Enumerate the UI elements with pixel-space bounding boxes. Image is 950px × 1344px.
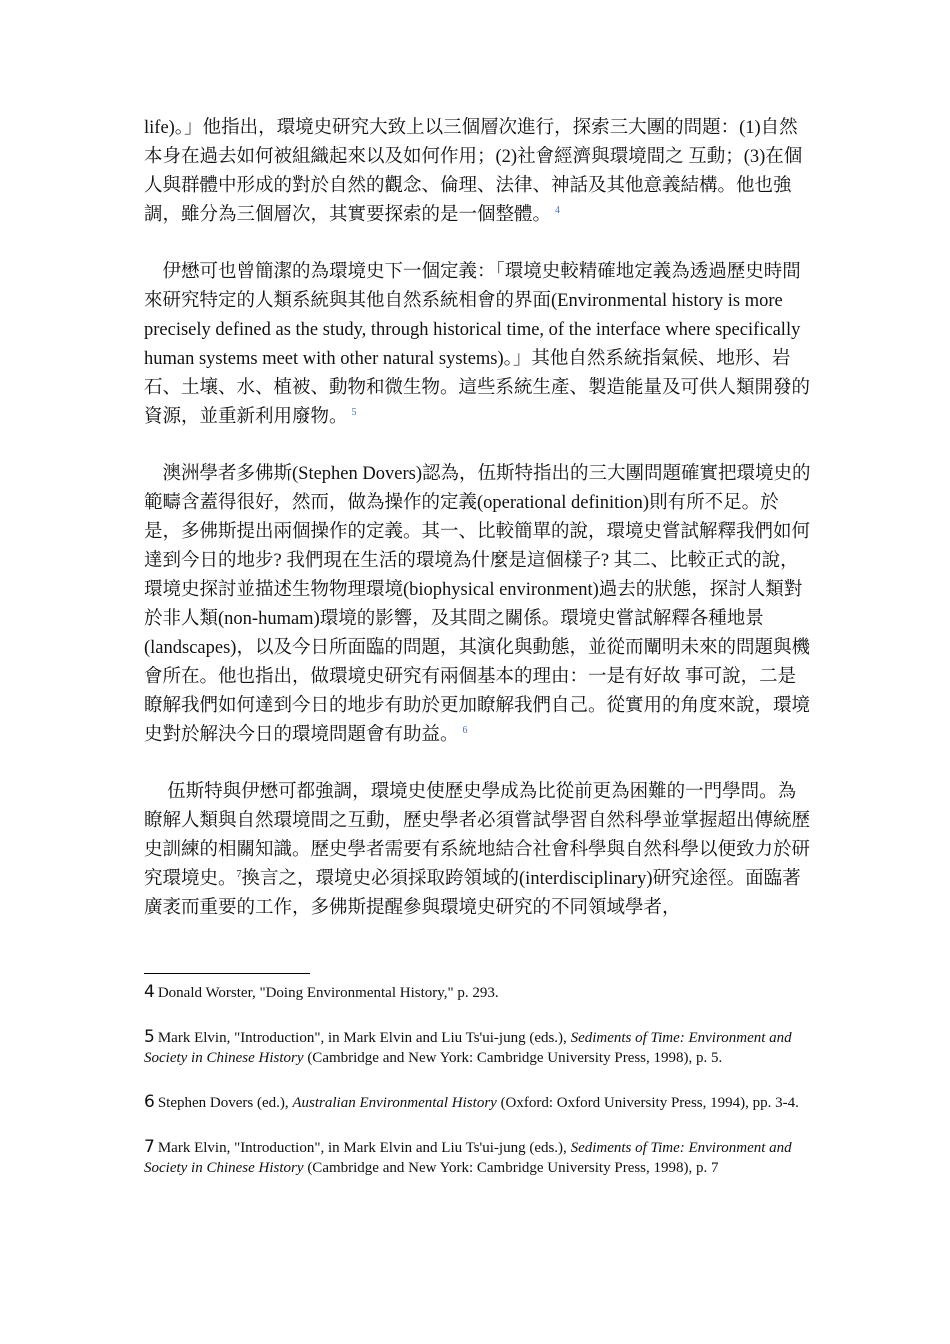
paragraph-1 <box>144 114 812 230</box>
footnote-number: 4 <box>144 982 155 1002</box>
footnote-ref-5[interactable]: 5 <box>351 406 357 418</box>
paragraph-2 <box>144 258 812 432</box>
footnote-text: Donald Worster, "Doing Environmental History," p. 293. <box>157 985 499 1001</box>
footnote-7 <box>144 1137 812 1178</box>
footnote-number: 5 <box>144 1027 155 1047</box>
body-text <box>144 114 812 951</box>
footnote-text-tail: (Cambridge and New York: Cambridge University Press, 1998), p. 5. <box>303 1050 723 1066</box>
footnotes <box>144 982 812 1202</box>
footnote-book-title: Sediments of Time: Environment and Society in Chinese History <box>144 1030 792 1066</box>
footnote-number: 6 <box>144 1092 155 1112</box>
paragraph-4-text-after: 換言之，環境史必須採取跨領域的(interdisciplinary)研究途徑。面臨著廣袤而重要的工作，多佛斯提醒參與環境史研究的不同領域學者， <box>144 869 801 918</box>
footnote-5 <box>144 1027 812 1068</box>
footnote-text-tail: (Cambridge and New York: Cambridge University Press, 1998), p. 7 <box>303 1160 719 1176</box>
footnote-ref-7[interactable]: 7 <box>236 868 242 880</box>
paragraph-2-text: 伊懋可也曾簡潔的為環境史下一個定義：「環境史較精確地定義為透過歷史時間來研究特定的人類系統與其他自然系統相會的界面(Environmental history is more precisely defined as the study, through historical time, of the interface where specifically human systems meet with other natural systems)。」其他自然系統指氣候、地形、岩石、土壤、水、植被、動物和微生物。這些系統生產、製造能量及可供人類開發的資源，並重新利用廢物。 <box>144 262 811 427</box>
paragraph-4 <box>144 778 812 923</box>
footnote-text-tail: (Oxford: Oxford University Press, 1994), pp. 3-4. <box>496 1095 799 1111</box>
footnote-separator <box>144 973 310 974</box>
footnote-6 <box>144 1092 812 1113</box>
footnote-book-title: Sediments of Time: Environment and Society in Chinese History <box>144 1140 792 1176</box>
paragraph-1-text: life)。」他指出，環境史研究大致上以三個層次進行，探索三大團的問題：(1)自然本身在過去如何被組織起來以及如何作用；(2)社會經濟與環境間之 互動；(3)在個人與群體中形成的對於自然的觀念、倫理、法律、神話及其他意義結構。他也強調，雖分為三個層次，其實要探索的是一個整體。 <box>144 118 803 225</box>
footnote-4 <box>144 982 812 1003</box>
footnote-ref-4[interactable]: 4 <box>555 204 561 216</box>
paragraph-3-text: 澳洲學者多佛斯(Stephen Dovers)認為，伍斯特指出的三大團問題確實把環境史的範疇含蓋得很好，然而，做為操作的定義(operational definition)則有所不足。於是，多佛斯提出兩個操作的定義。其一、比較簡單的說，環境史嘗試解釋我們如何達到今日的地步? 我們現在生活的環境為什麼是這個樣子? 其二、比較正式的說，環境史探討並描述生物物理環境(biophysical environment)過去的狀態，探討人類對於非人類(non-humam)環境的影響，及其間之關係。環境史嘗試解釋各種地景 (landscapes)，以及今日所面臨的問題，其演化與動態，並從而闡明未來的問題與機會所在。他也指出，做環境史研究有兩個基本的理由：一是有好故 事可說，二是瞭解我們如何達到今日的地步有助於更加瞭解我們自己。從實用的角度來說，環境史對於解決今日的環境問題會有助益。 <box>144 464 811 745</box>
footnote-book-title: Australian Environmental History <box>292 1095 497 1111</box>
paragraph-4-text-before: 伍斯特與伊懋可都強調，環境史使歷史學成為比從前更為困難的一門學問。為瞭解人類與自然環境間之互動，歷史學者必須嘗試學習自然科學並掌握超出傳統歷史訓練的相關知識。歷史學者需要有系統地結合社會科學與自然科學以便致力於研究環境史。 <box>144 782 811 889</box>
footnote-text: Stephen Dovers (ed.), <box>157 1095 293 1111</box>
footnote-number: 7 <box>144 1137 155 1157</box>
paragraph-3 <box>144 460 812 750</box>
footnote-text: Mark Elvin, "Introduction", in Mark Elvin and Liu Ts'ui-jung (eds.), <box>157 1030 571 1046</box>
footnote-text: Mark Elvin, "Introduction", in Mark Elvin and Liu Ts'ui-jung (eds.), <box>157 1140 571 1156</box>
footnote-ref-6[interactable]: 6 <box>462 724 468 736</box>
